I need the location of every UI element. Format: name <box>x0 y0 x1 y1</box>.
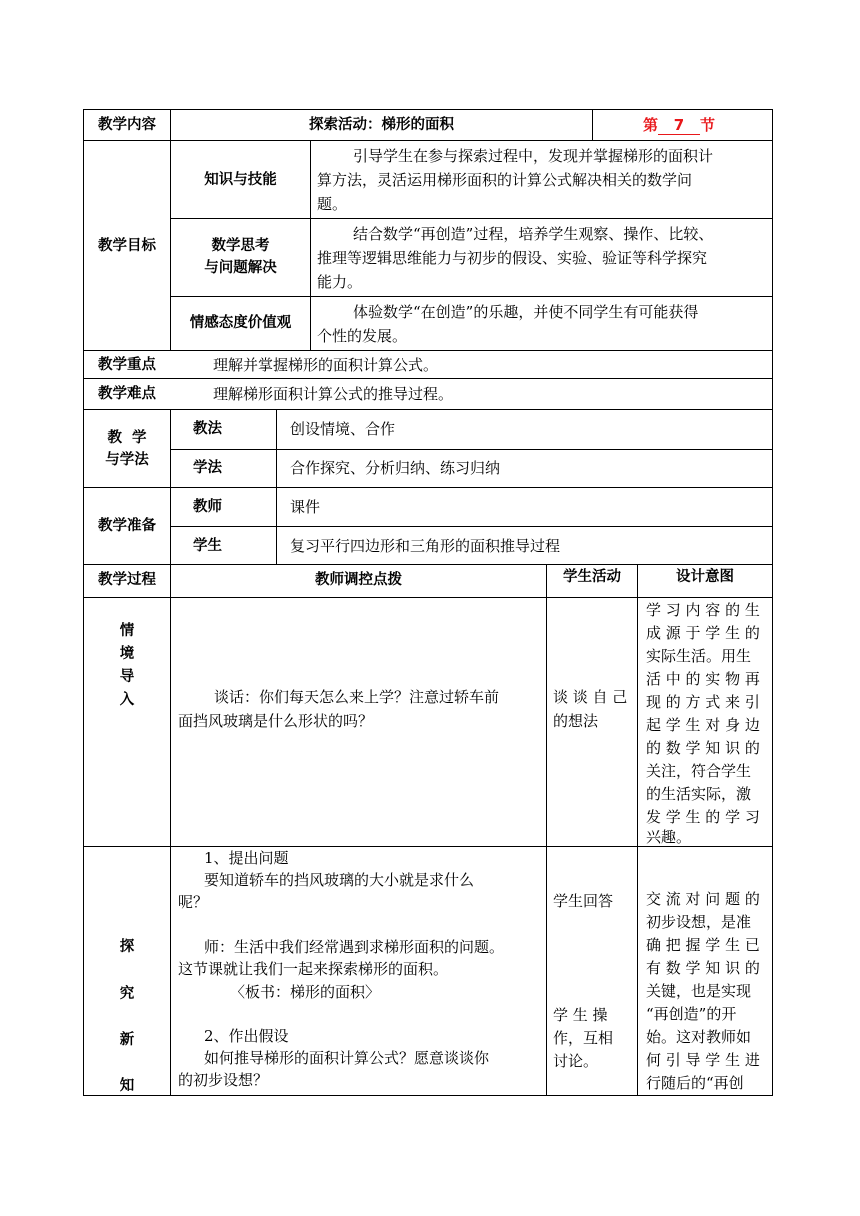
preparation-label: 教学准备 <box>98 518 156 534</box>
stage2-intent-line: 初步设想，是准 <box>646 913 752 931</box>
objective-attitude-line: 个性的发展。 <box>317 327 408 345</box>
row-line <box>83 350 773 351</box>
table-border-right <box>772 109 773 1096</box>
row-line <box>170 449 773 450</box>
teaching-method-label: 教法 <box>193 421 222 437</box>
stage1-intent-line: 活 中 的 实 物 再 <box>646 670 760 688</box>
stage2-student-line: 作，互相 <box>553 1029 614 1047</box>
stage2-teacher-line: 师：生活中我们经常遇到求梯形面积的问题。 <box>204 938 505 956</box>
stage1-label-char: 入 <box>119 692 135 708</box>
stage2-teacher-line: 如何推导梯形的面积计算公式？愿意谈谈你 <box>204 1049 490 1067</box>
objective-knowledge-label: 知识与技能 <box>204 172 277 188</box>
row-line <box>170 296 773 297</box>
objective-thinking-line: 结合数学“再创造”过程，培养学生观察、操作、比较、 <box>353 225 714 243</box>
stage2-student-line: 学 生 操 <box>553 1006 608 1024</box>
objective-thinking-line: 能力。 <box>317 273 363 291</box>
row-line <box>83 1095 773 1096</box>
teaching-method-text: 创设情境、合作 <box>290 420 396 438</box>
row-line <box>83 597 773 598</box>
student-prep-label: 学生 <box>193 538 222 554</box>
stage1-intent-line: 实际生活。用生 <box>646 647 752 665</box>
stage1-intent-line: 学 习 内 容 的 生 <box>646 601 760 619</box>
stage1-intent-line: 关注，符合学生 <box>646 762 752 780</box>
col-line <box>310 140 311 351</box>
lesson-title: 探索活动：梯形的面积 <box>309 117 454 133</box>
objective-knowledge-line: 算方法，灵活运用梯形面积的计算公式解决相关的数学问 <box>317 171 693 189</box>
stage1-label-char: 情 <box>119 623 135 639</box>
stage2-teacher-line: 的初步设想？ <box>178 1071 269 1089</box>
stage1-intent-line: 起 学 生 对 身 边 <box>646 716 760 734</box>
stage1-label-char: 境 <box>119 646 135 662</box>
stage2-teacher-line: 要知道轿车的挡风玻璃的大小就是求什么 <box>204 871 475 889</box>
stage2-teacher-line: 1、提出问题 <box>204 849 289 867</box>
stage1-intent-line: 发 学 生 的 学 习 <box>646 808 760 826</box>
stage2-student-line: 学生回答 <box>553 892 614 910</box>
stage1-intent-line: 现 的 方 式 来 引 <box>646 693 760 711</box>
row-line <box>83 378 773 379</box>
process-col-intent: 设计意图 <box>676 569 734 585</box>
stage2-intent-line: 交 流 对 问 题 的 <box>646 890 760 908</box>
content-label: 教学内容 <box>98 117 156 133</box>
stage2-label-char: 知 <box>119 1078 135 1094</box>
difficulty-label: 教学难点 <box>98 386 156 402</box>
stage2-intent-line: 始。这对教师如 <box>646 1028 752 1046</box>
col-line <box>637 564 638 1096</box>
stage2-intent-line: 有 数 学 知 识 的 <box>646 959 760 977</box>
objective-thinking-label-1: 数学思考 <box>211 238 270 254</box>
objective-attitude-line: 体验数学“在创造”的乐趣，并使不同学生有可能获得 <box>353 303 699 321</box>
stage2-intent-line: 行随后的“再创 <box>646 1074 744 1092</box>
objective-thinking-line: 推理等逻辑思维能力与初步的假设、实验、验证等科学探究 <box>317 249 708 267</box>
stage2-teacher-line: 2、作出假设 <box>204 1027 289 1045</box>
col-line <box>546 564 547 1096</box>
stage1-teacher-line: 谈话：你们每天怎么来上学？注意过轿车前 <box>214 688 500 706</box>
row-line <box>83 109 773 110</box>
objective-attitude-label: 情感态度价值观 <box>189 315 292 331</box>
col-line <box>170 409 171 565</box>
process-col-teacher: 教师调控点拨 <box>315 572 402 588</box>
stage1-intent-line: 成 源 于 学 生 的 <box>646 624 760 642</box>
methods-label-1: 教 学 <box>107 430 147 446</box>
objectives-label: 教学目标 <box>98 238 156 254</box>
col-line <box>170 564 171 1096</box>
row-line <box>170 218 773 219</box>
col-line <box>276 409 277 565</box>
methods-label-2: 与学法 <box>105 452 149 468</box>
difficulty-text: 理解梯形面积计算公式的推导过程。 <box>213 385 454 403</box>
objective-knowledge-line: 题。 <box>317 195 348 213</box>
stage2-label-char: 探 <box>119 939 135 955</box>
stage2-student-line: 讨论。 <box>553 1052 599 1070</box>
teacher-prep-label: 教师 <box>193 499 222 515</box>
stage2-teacher-line: 呢？ <box>178 893 209 911</box>
col-line <box>592 109 593 141</box>
process-col-stage: 教学过程 <box>98 572 156 588</box>
row-line <box>83 409 773 410</box>
stage1-intent-line: 的 数 学 知 识 的 <box>646 739 760 757</box>
row-line <box>83 487 773 488</box>
teacher-prep-text: 课件 <box>290 498 321 516</box>
stage2-label-char: 究 <box>119 986 135 1002</box>
stage1-teacher-line: 面挡风玻璃是什么形状的吗？ <box>178 712 374 730</box>
stage2-teacher-line: 〈板书：梯形的面积〉 <box>230 983 381 1001</box>
objective-knowledge-line: 引导学生在参与探索过程中，发现并掌握梯形的面积计 <box>353 147 714 165</box>
key-point-text: 理解并掌握梯形的面积计算公式。 <box>213 356 439 374</box>
stage2-intent-line: 何 引 导 学 生 进 <box>646 1051 760 1069</box>
learning-method-text: 合作探究、分析归纳、练习归纳 <box>290 459 501 477</box>
stage2-intent-line: “再创造”的开 <box>646 1005 737 1023</box>
stage1-student-line: 的想法 <box>553 712 599 730</box>
section-number <box>643 114 715 137</box>
learning-method-label: 学法 <box>193 460 222 476</box>
section-prefix: 第 <box>643 116 659 134</box>
stage1-intent-line: 兴趣。 <box>646 828 692 846</box>
stage1-label-char: 导 <box>119 669 135 685</box>
section-value: 7 <box>658 116 700 135</box>
stage1-student-line: 谈 谈 自 己 <box>553 688 628 706</box>
stage2-label-char: 新 <box>119 1032 135 1048</box>
stage1-intent-line: 的生活实际，激 <box>646 785 752 803</box>
objective-thinking-label-2: 与问题解决 <box>204 260 277 276</box>
stage2-intent-line: 确 把 握 学 生 已 <box>646 936 760 954</box>
row-line <box>83 564 773 565</box>
process-col-student: 学生活动 <box>563 569 621 585</box>
stage2-teacher-line: 这节课就让我们一起来探索梯形的面积。 <box>178 960 449 978</box>
key-point-label: 教学重点 <box>98 357 156 373</box>
stage2-intent-line: 关键，也是实现 <box>646 982 752 1000</box>
section-suffix: 节 <box>700 116 716 134</box>
student-prep-text: 复习平行四边形和三角形的面积推导过程 <box>290 537 561 555</box>
row-line <box>83 140 773 141</box>
row-line <box>170 526 773 527</box>
